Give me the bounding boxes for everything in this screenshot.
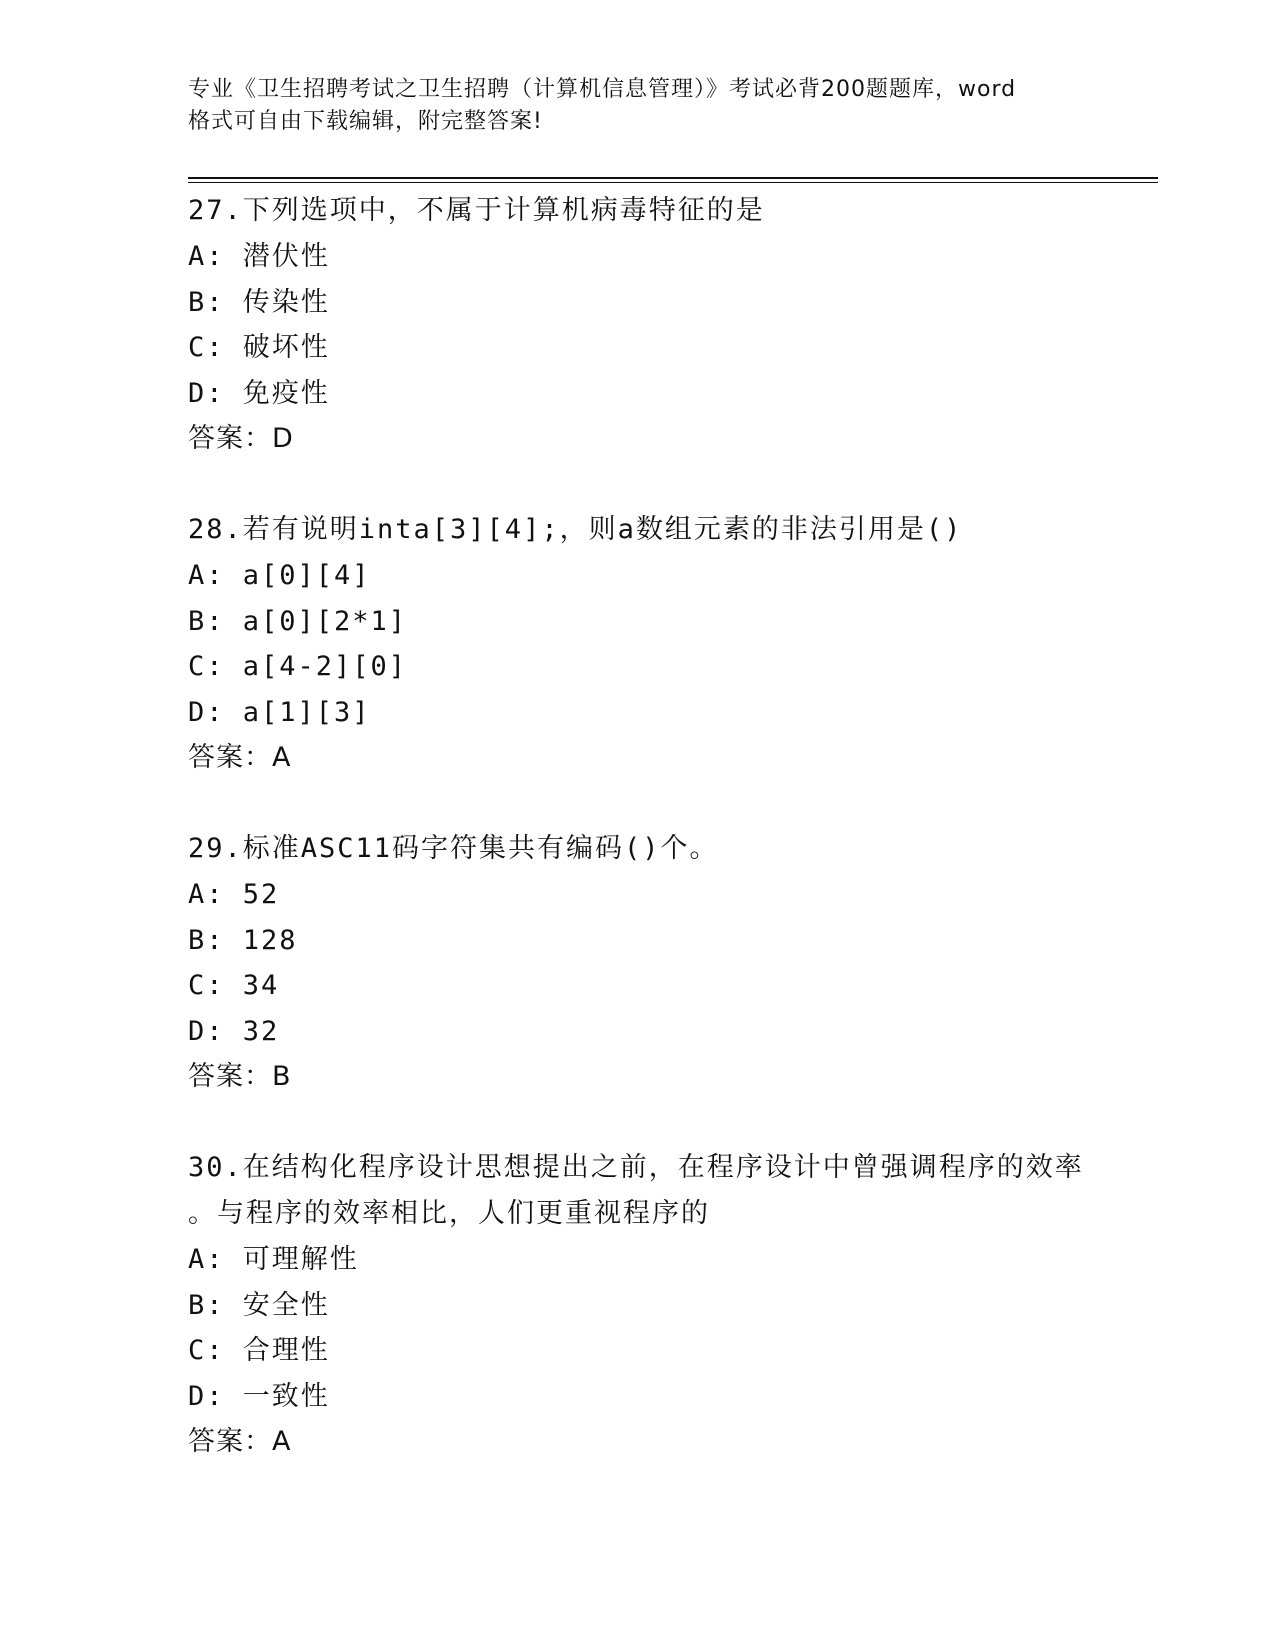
- question-block: [188, 507, 1148, 781]
- option-a: A: 潜伏性: [188, 241, 330, 272]
- question-block: [188, 188, 1148, 462]
- question-stem: 29.标准ASC11码字符集共有编码()个。: [188, 833, 719, 864]
- question-block: [188, 826, 1148, 1100]
- question-stem-continued: 。与程序的效率相比，人们更重视程序的: [188, 1198, 710, 1229]
- question-list: [188, 188, 1148, 1465]
- option-d: D: 一致性: [188, 1380, 330, 1412]
- option-b: B: 128: [188, 924, 298, 956]
- option-a: A: a[0][4]: [188, 560, 371, 591]
- question-spacer: [188, 1100, 1148, 1145]
- answer-line: 答案：A: [188, 742, 292, 773]
- option-c: C: 破坏性: [188, 332, 330, 363]
- question-spacer: [188, 781, 1148, 826]
- header-divider-thick: [188, 177, 1158, 179]
- answer-line: 答案：A: [188, 1426, 292, 1457]
- question-stem: 27.下列选项中，不属于计算机病毒特征的是: [188, 195, 765, 226]
- option-b: B: 安全性: [188, 1289, 330, 1321]
- option-d: D: 免疫性: [188, 377, 330, 409]
- answer-line: 答案：D: [188, 423, 294, 454]
- answer-line: 答案：B: [188, 1061, 292, 1092]
- option-a: A: 可理解性: [188, 1244, 359, 1275]
- question-block: [188, 1145, 1148, 1465]
- option-c: C: 合理性: [188, 1335, 330, 1366]
- header-divider-thin: [188, 182, 1158, 183]
- option-c: C: 34: [188, 970, 280, 1001]
- question-spacer: [188, 462, 1148, 507]
- header-line-2: 格式可自由下载编辑，附完整答案!: [188, 109, 543, 134]
- option-c: C: a[4-2][0]: [188, 651, 408, 682]
- header-line-1: 专业《卫生招聘考试之卫生招聘（计算机信息管理）》考试必背200题题库，word: [188, 77, 1017, 102]
- option-a: A: 52: [188, 879, 280, 910]
- option-b: B: 传染性: [188, 286, 330, 318]
- option-d: D: a[1][3]: [188, 696, 371, 728]
- document-header: [188, 74, 1088, 138]
- question-stem: 30.在结构化程序设计思想提出之前，在程序设计中曾强调程序的效率: [188, 1152, 1084, 1183]
- option-d: D: 32: [188, 1015, 280, 1047]
- option-b: B: a[0][2*1]: [188, 605, 408, 637]
- question-stem: 28.若有说明inta[3][4];，则a数组元素的非法引用是(): [188, 514, 963, 545]
